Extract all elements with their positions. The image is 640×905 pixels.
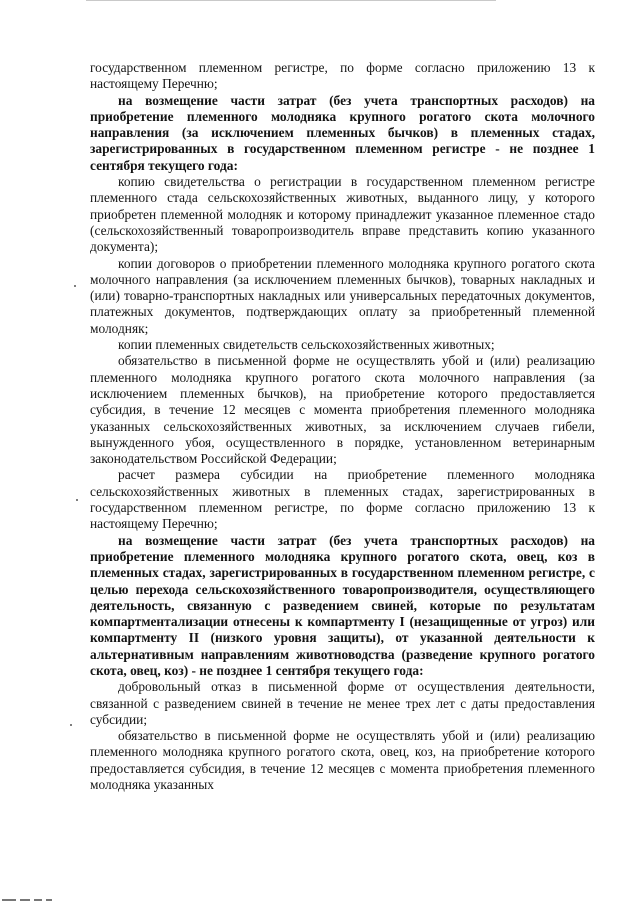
paragraph-subsidy-calculation: расчет размера субсидии на приобретение племенного молодняка сельскохозяйственных животных в племенных стадах, зарегистрированных в государственном племенном регистре, по форме согласно приложению 13 к настоящему Перечню; xyxy=(90,467,595,532)
paragraph-voluntary-refusal: добровольный отказ в письменной форме от осуществления деятельности, связанной с разведением свиней в течение не менее трех лет с даты предоставления субсидии; xyxy=(90,679,595,727)
paragraph-contract-copies: копии договоров о приобретении племенного молодняка крупного рогатого скота молочного направления (за исключением племенных бычков), товарных накладных и (или) товарно-транспортных накладных или универсальных передаточных документов, платежных документов, подтверждающих оплату за приобретенный племенной молодняк; xyxy=(90,255,595,336)
paragraph-heading-dairy-cattle: на возмещение части затрат (без учета транспортных расходов) на приобретение племенного молодняка крупного рогатого скота молочного направления (за исключением племенных бычков) в племенных стадах, зарегистрированных в государственном племенном регистре - не позднее 1 сентября текущего года: xyxy=(90,92,595,173)
scan-speck xyxy=(76,499,78,501)
paragraph-continuation: государственном племенном регистре, по форме согласно приложению 13 к настоящему Перечню; xyxy=(90,60,595,92)
document-body xyxy=(90,60,595,793)
paragraph-heading-transition: на возмещение части затрат (без учета транспортных расходов) на приобретение племенного молодняка крупного рогатого скота, овец, коз в племенных стадах, зарегистрированных в государственном племенном регистре, с целью перехода сельскохозяйственного товаропроизводителя, осуществляющего деятельность, связанную с разведением свиней, которые по результатам компартментализации отнесены к компартменту I (незащищенные от угроз) или компартменту II (низкого уровня защиты), от указанной деятельности к альтернативным направлениям животноводства (разведение крупного рогатого скота, овец, коз) - не позднее 1 сентября текущего года: xyxy=(90,532,595,678)
paragraph-registration-certificate: копию свидетельства о регистрации в государственном племенном регистре племенного стада сельскохозяйственных животных, выданного лицу, у которого приобретен племенной молодняк и которому принадлежит указанное племенное стадо (сельскохозяйственный товаропроизводитель вправе представить копию указанного документа); xyxy=(90,174,595,255)
top-rule xyxy=(86,0,496,1)
paragraph-obligation-cattle-sheep-goats: обязательство в письменной форме не осуществлять убой и (или) реализацию племенного молодняка крупного рогатого скота, овец, коз, на приобретение которого предоставляется субсидия, в течение 12 месяцев с момента приобретения племенного молодняка указанных xyxy=(90,728,595,793)
paragraph-written-obligation: обязательство в письменной форме не осуществлять убой и (или) реализацию племенного молодняка крупного рогатого скота молочного направления (за исключением племенных бычков), на приобретение которого предоставляется субсидия, в течение 12 месяцев с момента приобретения племенного молодняка указанных сельскохозяйственных животных, за исключением случаев гибели, вынужденного убоя, осуществленного в порядке, установленном ветеринарным законодательством Российской Федерации; xyxy=(90,353,595,467)
scan-speck xyxy=(74,285,76,287)
scan-edge-marks xyxy=(0,895,90,905)
paragraph-breeding-certificates: копии племенных свидетельств сельскохозяйственных животных; xyxy=(118,337,495,353)
scan-speck xyxy=(70,724,72,726)
